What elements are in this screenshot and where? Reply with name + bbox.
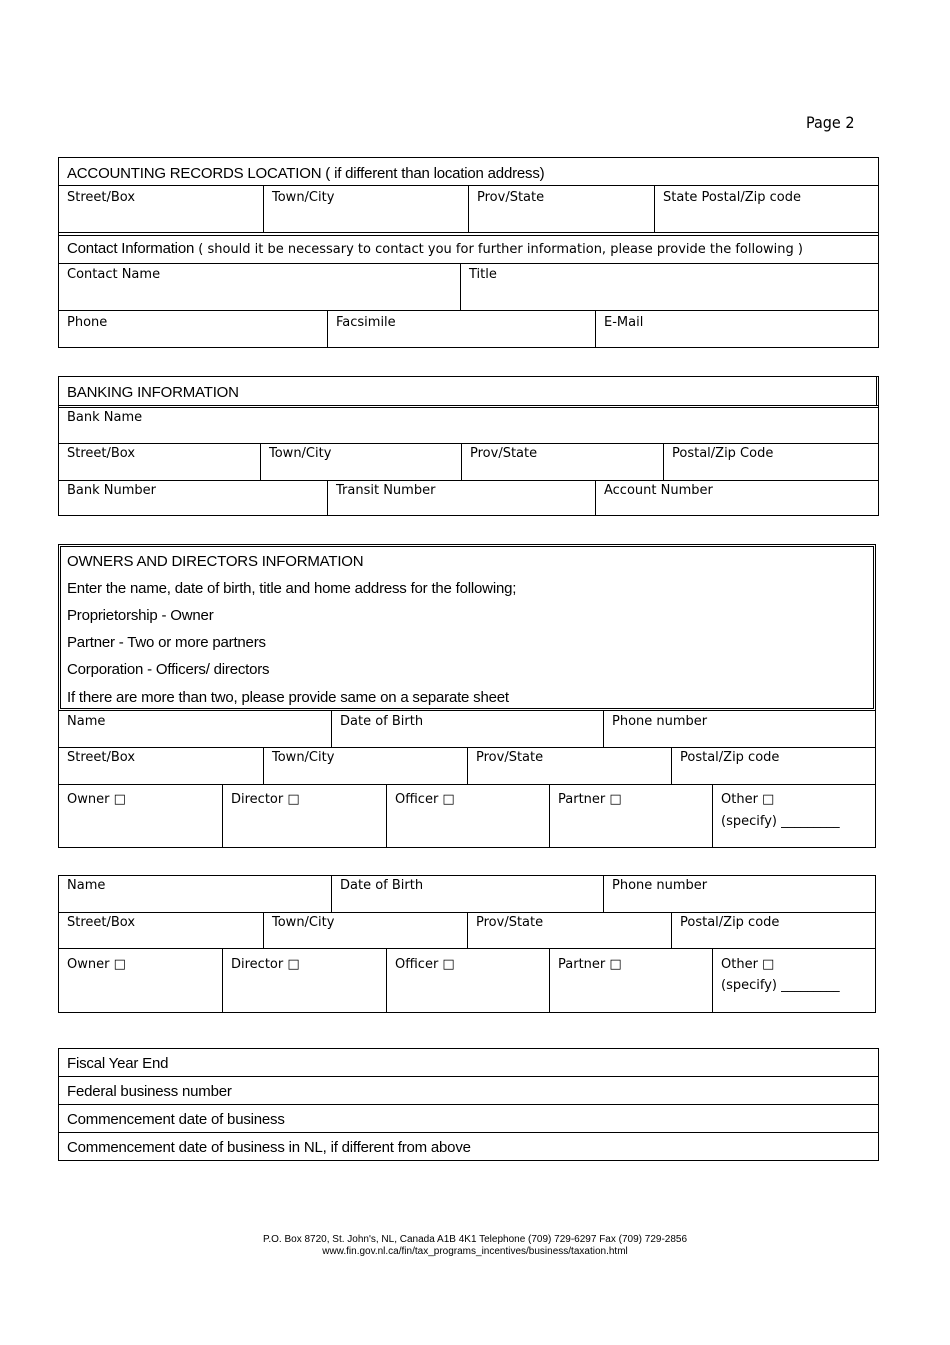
accounting-header: ACCOUNTING RECORDS LOCATION ( if different than location address) xyxy=(67,165,545,182)
accounting-town-field[interactable]: Town/City xyxy=(272,190,335,205)
accounting-street-field[interactable]: Street/Box xyxy=(67,190,136,205)
bank-prov-field[interactable]: Prov/State xyxy=(470,446,538,461)
person-1-partner-checkbox[interactable]: Partner □ xyxy=(558,792,622,807)
accounting-postal-field[interactable]: State Postal/Zip code xyxy=(663,190,801,205)
person-2-other-specify[interactable]: (specify) _________ xyxy=(721,978,840,993)
owners-instruction-line: Corporation - Officers/ directors xyxy=(67,661,270,678)
bank-name-field[interactable]: Bank Name xyxy=(67,410,143,425)
person-2-officer-checkbox[interactable]: Officer □ xyxy=(395,957,455,972)
person-2-partner-checkbox[interactable]: Partner □ xyxy=(558,957,622,972)
transit-number-field[interactable]: Transit Number xyxy=(336,483,436,498)
account-number-field[interactable]: Account Number xyxy=(604,483,713,498)
bank-town-field[interactable]: Town/City xyxy=(269,446,332,461)
accounting-prov-field[interactable]: Prov/State xyxy=(477,190,545,205)
owners-instruction-line: Partner - Two or more partners xyxy=(67,634,266,651)
person-2-prov-field[interactable]: Prov/State xyxy=(476,915,544,930)
contact-title-field[interactable]: Title xyxy=(469,267,497,282)
person-1-owner-checkbox[interactable]: Owner □ xyxy=(67,792,126,807)
contact-facsimile-field[interactable]: Facsimile xyxy=(336,315,396,330)
contact-info-bold: Contact Information xyxy=(67,240,195,257)
person-1-phone-field[interactable]: Phone number xyxy=(612,714,708,729)
person-1-name-field[interactable]: Name xyxy=(67,714,106,729)
commencement-date-nl-field[interactable]: Commencement date of business in NL, if different from above xyxy=(67,1139,471,1156)
person-1-street-field[interactable]: Street/Box xyxy=(67,750,136,765)
person-2-dob-field[interactable]: Date of Birth xyxy=(340,878,424,893)
bank-postal-field[interactable]: Postal/Zip Code xyxy=(672,446,774,461)
person-1-town-field[interactable]: Town/City xyxy=(272,750,335,765)
contact-info-note: ( should it be necessary to contact you for further information, please provide the following ) xyxy=(194,242,803,257)
person-2-other-checkbox[interactable]: Other □ xyxy=(721,957,775,972)
person-2-director-checkbox[interactable]: Director □ xyxy=(231,957,300,972)
footer-url[interactable]: www.fin.gov.nl.ca/fin/tax_programs_incentives/business/taxation.html xyxy=(322,1246,628,1257)
contact-phone-field[interactable]: Phone xyxy=(67,315,108,330)
person-1-officer-checkbox[interactable]: Officer □ xyxy=(395,792,455,807)
page-number: Page 2 xyxy=(806,113,855,132)
banking-header: BANKING INFORMATION xyxy=(67,384,239,401)
person-2-postal-field[interactable]: Postal/Zip code xyxy=(680,915,780,930)
owners-instruction-line: Enter the name, date of birth, title and home address for the following; xyxy=(67,580,517,597)
contact-email-field[interactable]: E-Mail xyxy=(604,315,644,330)
person-1-prov-field[interactable]: Prov/State xyxy=(476,750,544,765)
person-2-phone-field[interactable]: Phone number xyxy=(612,878,708,893)
person-1-other-specify[interactable]: (specify) _________ xyxy=(721,814,840,829)
footer-address: P.O. Box 8720, St. John's, NL, Canada A1B 4K1 Telephone (709) 729-6297 Fax (709) 729-2856 xyxy=(262,1234,688,1245)
person-2-town-field[interactable]: Town/City xyxy=(272,915,335,930)
person-1-dob-field[interactable]: Date of Birth xyxy=(340,714,424,729)
owners-instruction-line: If there are more than two, please provide same on a separate sheet xyxy=(67,689,509,706)
person-2-name-field[interactable]: Name xyxy=(67,878,106,893)
contact-name-field[interactable]: Contact Name xyxy=(67,267,161,282)
owners-instruction-line: Proprietorship - Owner xyxy=(67,607,214,624)
person-2-owner-checkbox[interactable]: Owner □ xyxy=(67,957,126,972)
person-2-street-field[interactable]: Street/Box xyxy=(67,915,136,930)
person-1-director-checkbox[interactable]: Director □ xyxy=(231,792,300,807)
person-1-other-checkbox[interactable]: Other □ xyxy=(721,792,775,807)
bank-street-field[interactable]: Street/Box xyxy=(67,446,136,461)
bank-number-field[interactable]: Bank Number xyxy=(67,483,157,498)
contact-info-heading xyxy=(59,238,878,263)
commencement-date-field[interactable]: Commencement date of business xyxy=(67,1111,285,1128)
person-1-postal-field[interactable]: Postal/Zip code xyxy=(680,750,780,765)
fiscal-year-end-field[interactable]: Fiscal Year End xyxy=(67,1055,169,1072)
owners-header: OWNERS AND DIRECTORS INFORMATION xyxy=(67,553,364,570)
federal-business-number-field[interactable]: Federal business number xyxy=(67,1083,232,1100)
